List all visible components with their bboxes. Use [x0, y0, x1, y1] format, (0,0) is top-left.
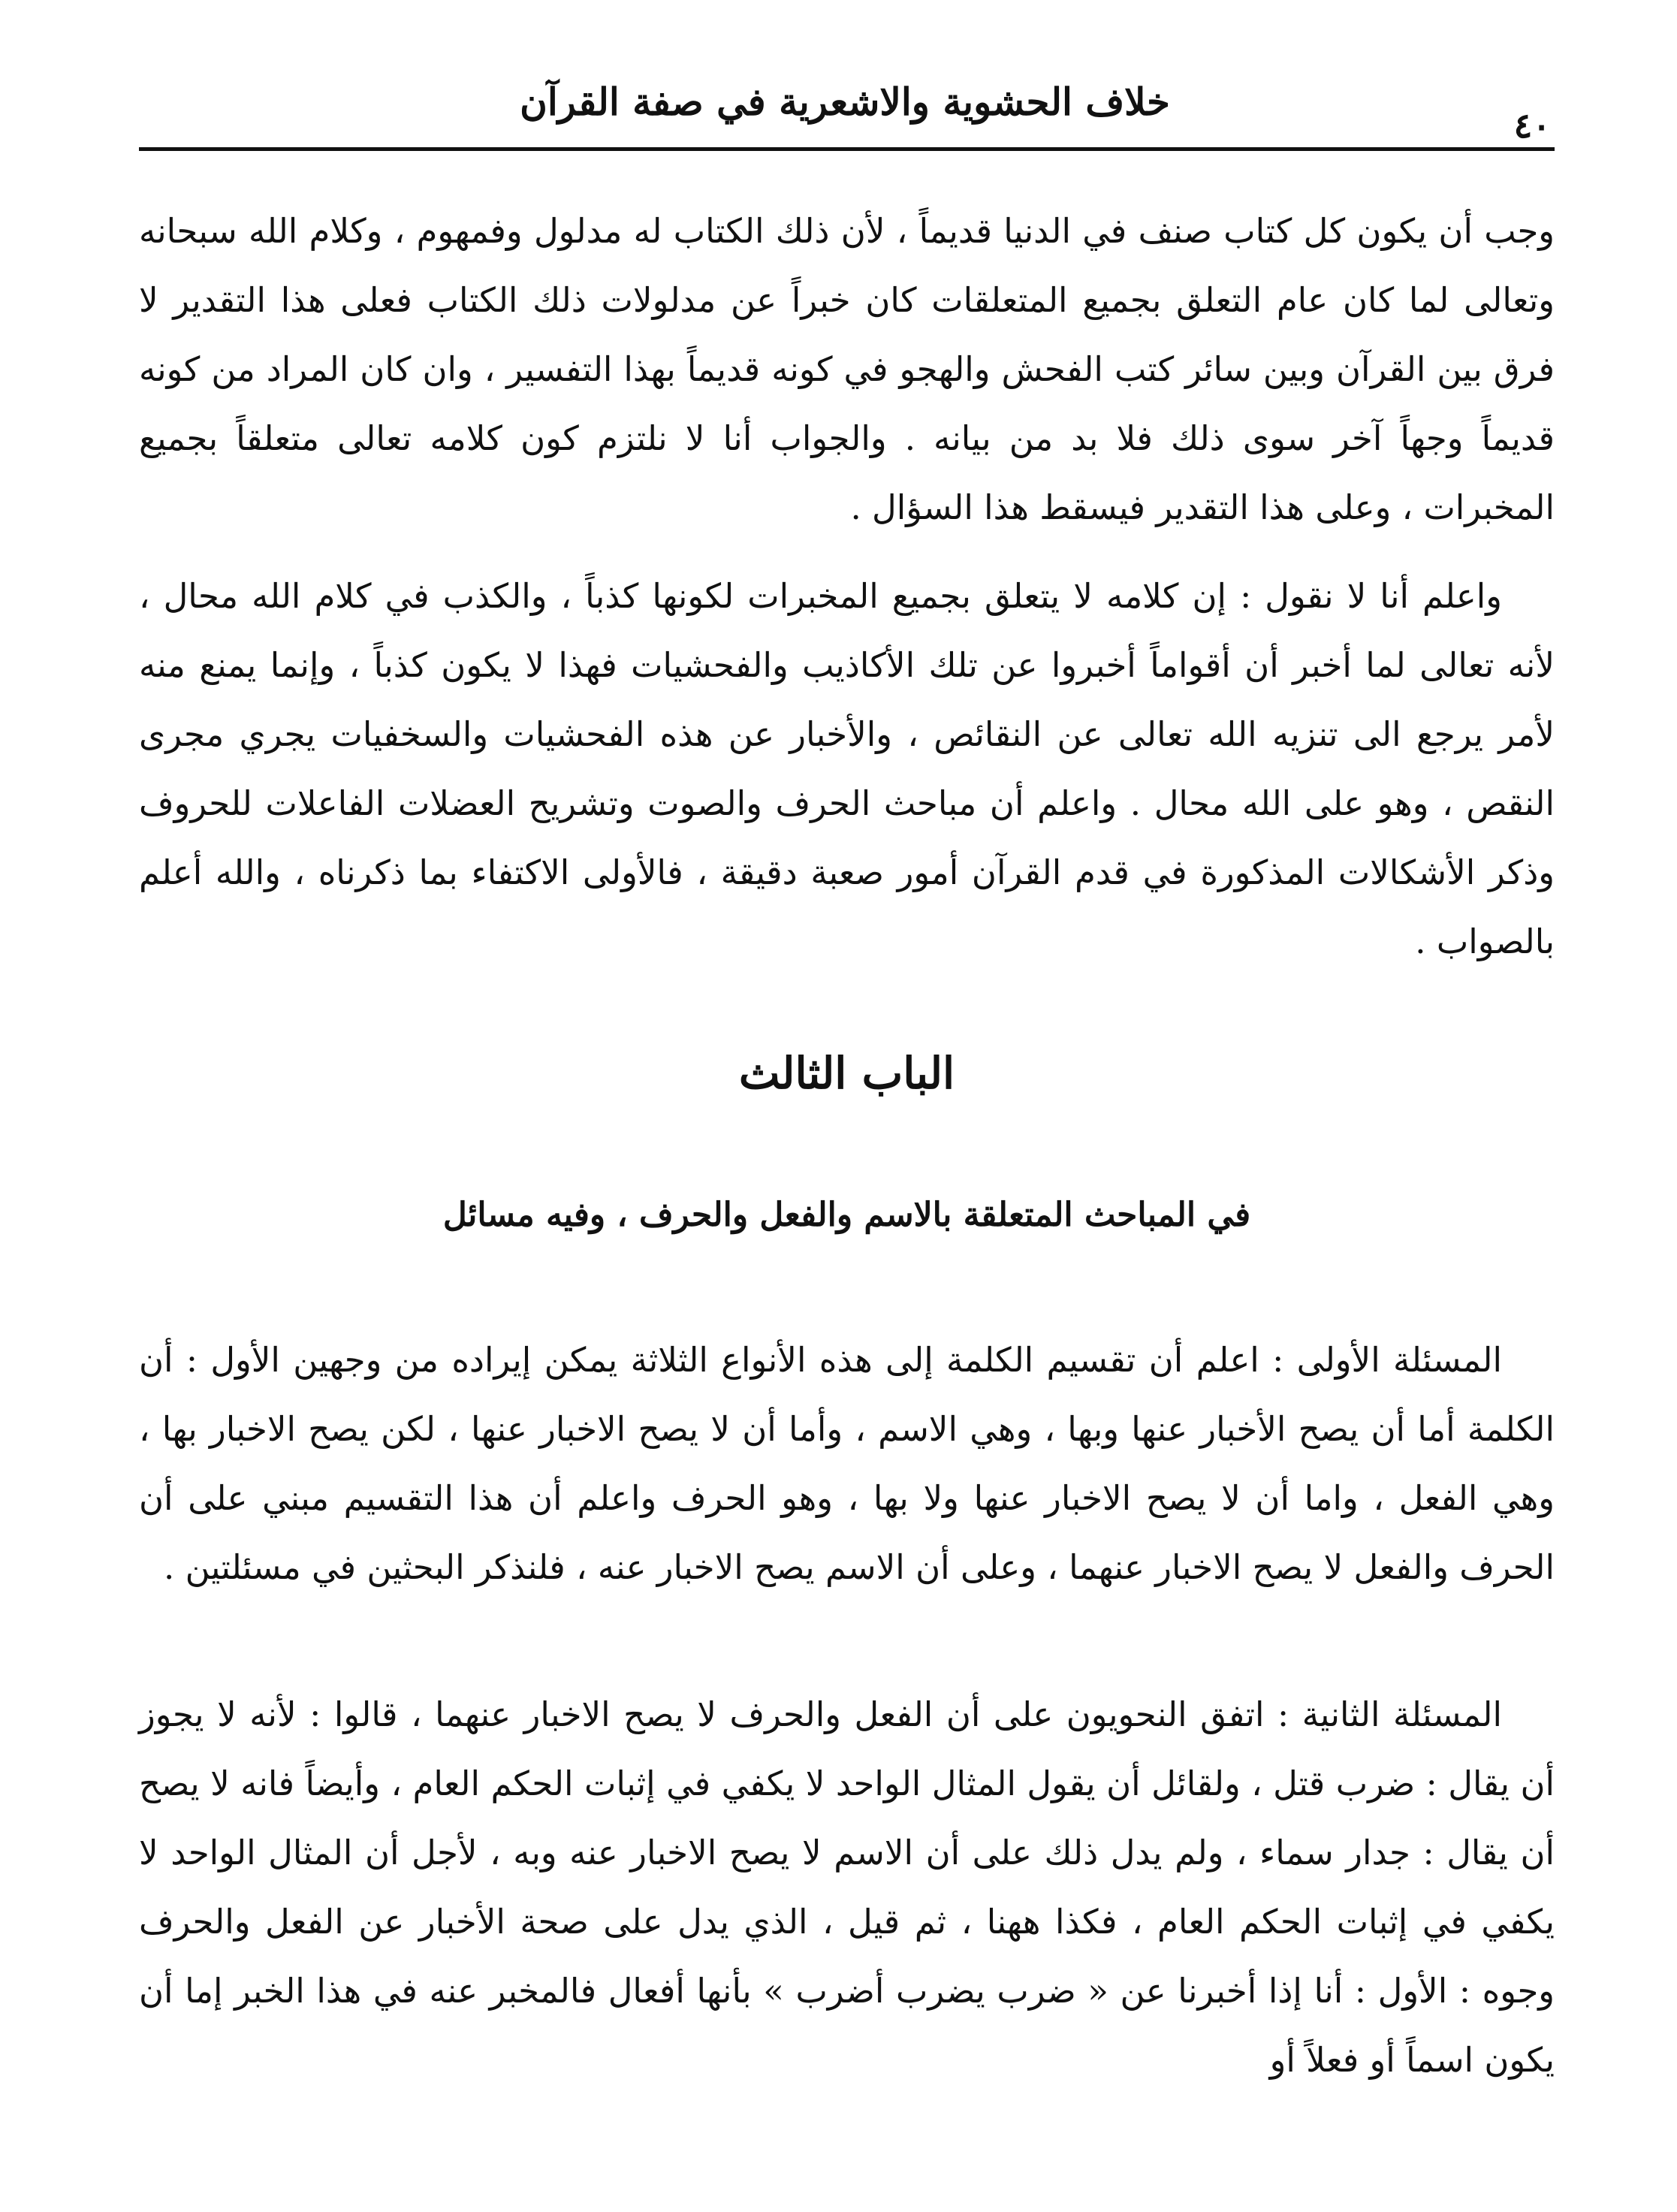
paragraph-1: [139, 197, 1555, 542]
paragraph-4: [139, 1680, 1555, 2095]
running-title: خلاف الحشوية والاشعرية في صفة القرآن: [520, 80, 1170, 124]
chapter-subtitle: في المباحث المتعلقة بالاسم والفعل والحرف ، وفيه مسائل: [442, 1196, 1251, 1234]
paragraph-3: [139, 1326, 1555, 1602]
paragraph-3-text: المسئلة الأولى : اعلم أن تقسيم الكلمة إلى هذه الأنواع الثلاثة يمكن إيراده من وجهين الأول : أن الكلمة أما أن يصح الأخبار عنها وبها ، وهي الاسم ، وأما أن لا يصح الاخبار عنها ، لكن يصح الاخبار بها ، وهي الفعل ، واما أن لا يصح الاخبار عنها ولا بها ، وهو الحرف واعلم أن هذا التقسيم مبني على أن الحرف والفعل لا يصح الاخبار عنهما ، وعلى أن الاسم يصح الاخبار عنه ، فلنذكر البحثين في مسئلتين .: [139, 1340, 1555, 1587]
paragraph-2-text: واعلم أنا لا نقول : إن كلامه لا يتعلق بجميع المخبرات لكونها كذباً ، والكذب في كلام الله محال ، لأنه تعالى لما أخبر أن أقواماً أخبروا عن تلك الأكاذيب والفحشيات فهذا لا يكون كذباً ، وإنما يمنع منه لأمر يرجع الى تنزيه الله تعالى عن النقائص ، والأخبار عن هذه الفحشيات والسخفيات يجري مجرى النقص ، وهو على الله محال . واعلم أن مباحث الحرف والصوت وتشريح العضلات الفاعلات للحروف وذكر الأشكالات المذكورة في قدم القرآن أمور صعبة دقيقة ، فالأولى الاكتفاء بما ذكرناه ، والله أعلم بالصواب .: [139, 576, 1555, 961]
page-header: [139, 69, 1551, 144]
chapter-title: الباب الثالث: [738, 1048, 955, 1099]
page-number: ٤٠: [1513, 105, 1551, 146]
header-rule: [139, 147, 1555, 151]
paragraph-2: [139, 562, 1555, 976]
paragraph-1-text: وجب أن يكون كل كتاب صنف في الدنيا قديماً ، لأن ذلك الكتاب له مدلول وفمهوم ، وكلام الله سبحانه وتعالى لما كان عام التعلق بجميع المتعلقات كان خبراً عن مدلولات ذلك الكتاب فعلى هذا التقدير لا فرق بين القرآن وبين سائر كتب الفحش والهجو في كونه قديماً بهذا التفسير ، وان كان المراد من كونه قديماً وجهاً آخر سوى ذلك فلا بد من بيانه . والجواب أنا لا نلتزم كون كلامه تعالى متعلقاً بجميع المخبرات ، وعلى هذا التقدير فيسقط هذا السؤال .: [139, 211, 1555, 527]
paragraph-4-text: المسئلة الثانية : اتفق النحويون على أن الفعل والحرف لا يصح الاخبار عنهما ، قالوا : لأنه لا يجوز أن يقال : ضرب قتل ، ولقائل أن يقول المثال الواحد لا يكفي في إثبات الحكم العام ، وأيضاً فانه لا يصح أن يقال : جدار سماء ، ولم يدل ذلك على أن الاسم لا يصح الاخبار عنه وبه ، لأجل أن المثال الواحد لا يكفي في إثبات الحكم العام ، فكذا ههنا ، ثم قيل ، الذي يدل على صحة الأخبار عن الفعل والحرف وجوه : الأول : أنا إذا أخبرنا عن « ضرب يضرب أضرب » بأنها أفعال فالمخبر عنه في هذا الخبر إما أن يكون اسماً أو فعلاً أو: [139, 1694, 1555, 2080]
